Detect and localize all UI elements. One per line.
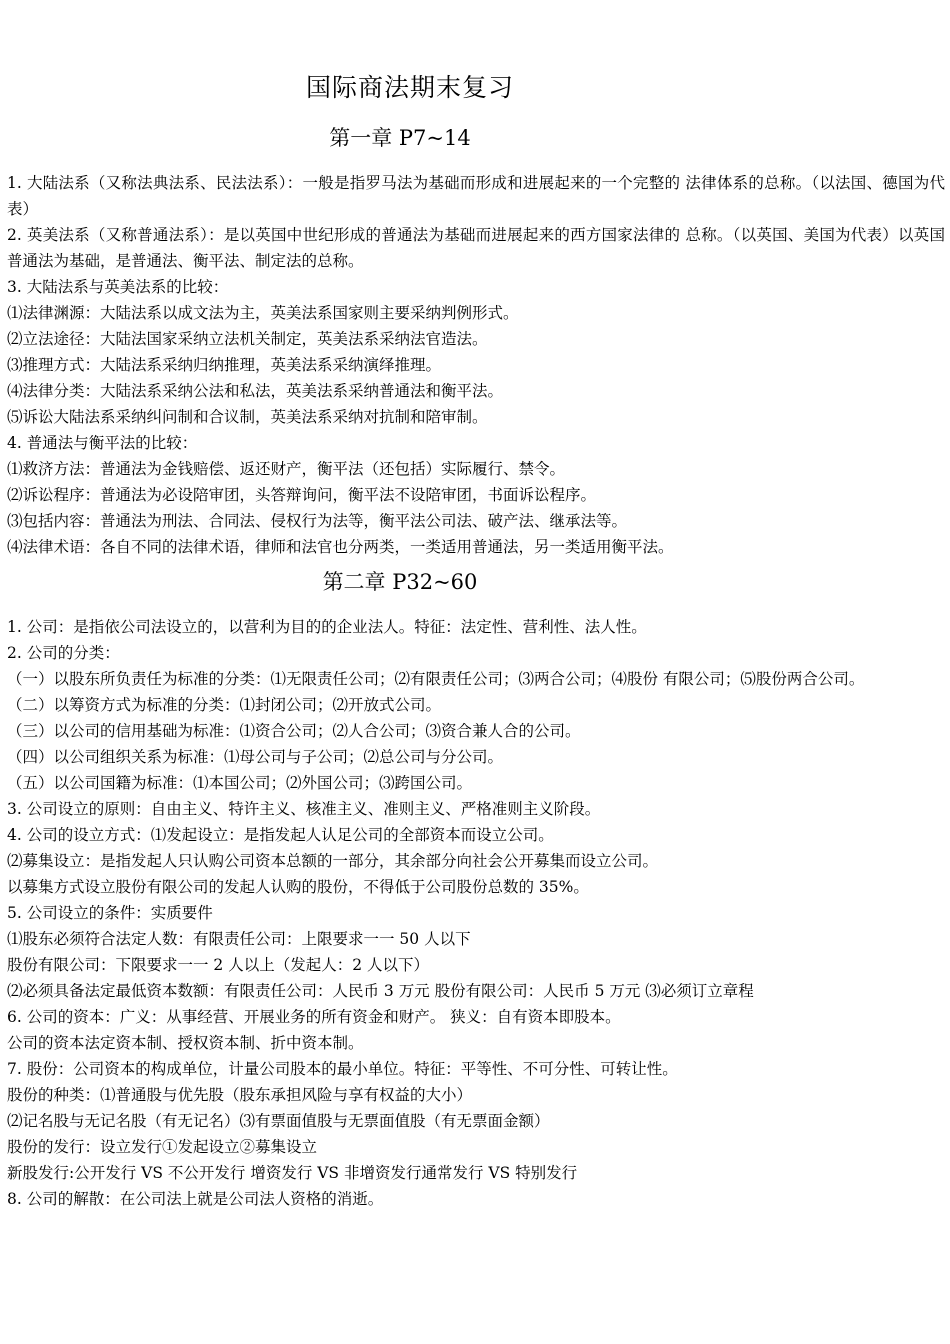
paragraph: 1. 大陆法系（又称法典法系、民法法系）：一般是指罗马法为基础而形成和进展起来的一个完整的 法律体系的总称。（以法国、德国为代表） [7,174,945,218]
paragraph: ⑸诉讼大陆法系采纳纠问制和合议制，英美法系采纳对抗制和陪审制。 [7,408,488,426]
paragraph: ⑷法律分类：大陆法系采纳公法和私法，英美法系采纳普通法和衡平法。 [7,382,504,400]
paragraph: ⑴救济方法：普通法为金钱赔偿、返还财产，衡平法（还包括）实际履行、禁令。 [7,460,566,478]
paragraph: 6. 公司的资本：广义：从事经营、开展业务的所有资金和财产。 狭义：自有资本即股本。 [7,1008,621,1026]
paragraph: 3. 大陆法系与英美法系的比较： [7,278,229,296]
paragraph: ⑵必须具备法定最低资本数额：有限责任公司：人民币 3 万元 股份有限公司：人民币 5 万元 ⑶必须订立章程 [7,982,754,1000]
paragraph: 新股发行:公开发行 VS 不公开发行 增资发行 VS 非增资发行通常发行 VS 特别发行 [7,1164,578,1182]
paragraph: 股份有限公司：下限要求一一 2 人以上（发起人：2 人以下） [7,956,430,974]
chapter-2-heading: 第二章 P32~60 [322,570,478,594]
paragraph: ⑵记名股与无记名股（有无记名）⑶有票面值股与无票面值股（有无票面金额） [7,1112,550,1130]
paragraph: ⑵诉讼程序：普通法为必设陪审团，头答辩询问，衡平法不设陪审团，书面诉讼程序。 [7,486,597,504]
paragraph: （四）以公司组织关系为标准：⑴母公司与子公司；⑵总公司与分公司。 [7,748,504,766]
paragraph: 公司的资本法定资本制、授权资本制、折中资本制。 [7,1034,364,1052]
paragraph: 股份的发行：设立发行①发起设立②募集设立 [7,1138,318,1156]
paragraph: 5. 公司设立的条件：实质要件 [7,904,213,922]
paragraph: ⑵募集设立：是指发起人只认购公司资本总额的一部分，其余部分向社会公开募集而设立公司。 [7,852,659,870]
paragraph: 8. 公司的解散：在公司法上就是公司法人资格的消逝。 [7,1190,384,1208]
paragraph: ⑴股东必须符合法定人数：有限责任公司：上限要求一一 50 人以下 [7,930,471,948]
paragraph: 3. 公司设立的原则：自由主义、特许主义、核准主义、准则主义、严格准则主义阶段。 [7,800,601,818]
paragraph: 股份的种类：⑴普通股与优先股（股东承担风险与享有权益的大小） [7,1086,473,1104]
paragraph: 以募集方式设立股份有限公司的发起人认购的股份，不得低于公司股份总数的 35%。 [7,878,589,896]
paragraph: 4. 公司的设立方式：⑴发起设立：是指发起人认足公司的全部资本而设立公司。 [7,826,554,844]
paragraph: ⑶包括内容：普通法为刑法、合同法、侵权行为法等，衡平法公司法、破产法、继承法等。 [7,512,628,530]
paragraph: （一）以股东所负责任为标准的分类：⑴无限责任公司；⑵有限责任公司；⑶两合公司；⑷股份 有限公司；⑸股份两合公司。 [7,670,865,688]
paragraph: 7. 股份：公司资本的构成单位，计量公司股本的最小单位。特征：平等性、不可分性、可转让性。 [7,1060,678,1078]
paragraph: （五）以公司国籍为标准：⑴本国公司；⑵外国公司；⑶跨国公司。 [7,774,473,792]
paragraph: 2. 英美法系（又称普通法系）：是以英国中世纪形成的普通法为基础而进展起来的西方国家法律的 总称。（以英国、美国为代表）以英国普通法为基础，是普通法、衡平法、制定法的总称。 [7,226,945,270]
paragraph: ⑵立法途径：大陆法国家采纳立法机关制定，英美法系采纳法官造法。 [7,330,488,348]
paragraph: ⑷法律术语：各自不同的法律术语，律师和法官也分两类，一类适用普通法，另一类适用衡平法。 [7,538,674,556]
paragraph: 1. 公司：是指依公司法设立的，以营利为目的的企业法人。特征：法定性、营利性、法人性。 [7,618,647,636]
paragraph: （二）以筹资方式为标准的分类：⑴封闭公司；⑵开放式公司。 [7,696,442,714]
paragraph: ⑴法律渊源：大陆法系以成文法为主，英美法系国家则主要采纳判例形式。 [7,304,519,322]
chapter-1-heading: 第一章 P7~14 [329,126,471,150]
paragraph: 2. 公司的分类： [7,644,120,662]
paragraph: ⑶推理方式：大陆法系采纳归纳推理，英美法系采纳演绎推理。 [7,356,442,374]
paragraph: 4. 普通法与衡平法的比较： [7,434,198,452]
chapter-2-body [7,614,945,1212]
chapter-1-body [7,170,945,560]
document-title: 国际商法期末复习 [305,73,514,102]
paragraph: （三）以公司的信用基础为标准：⑴资合公司；⑵人合公司；⑶资合兼人合的公司。 [7,722,581,740]
